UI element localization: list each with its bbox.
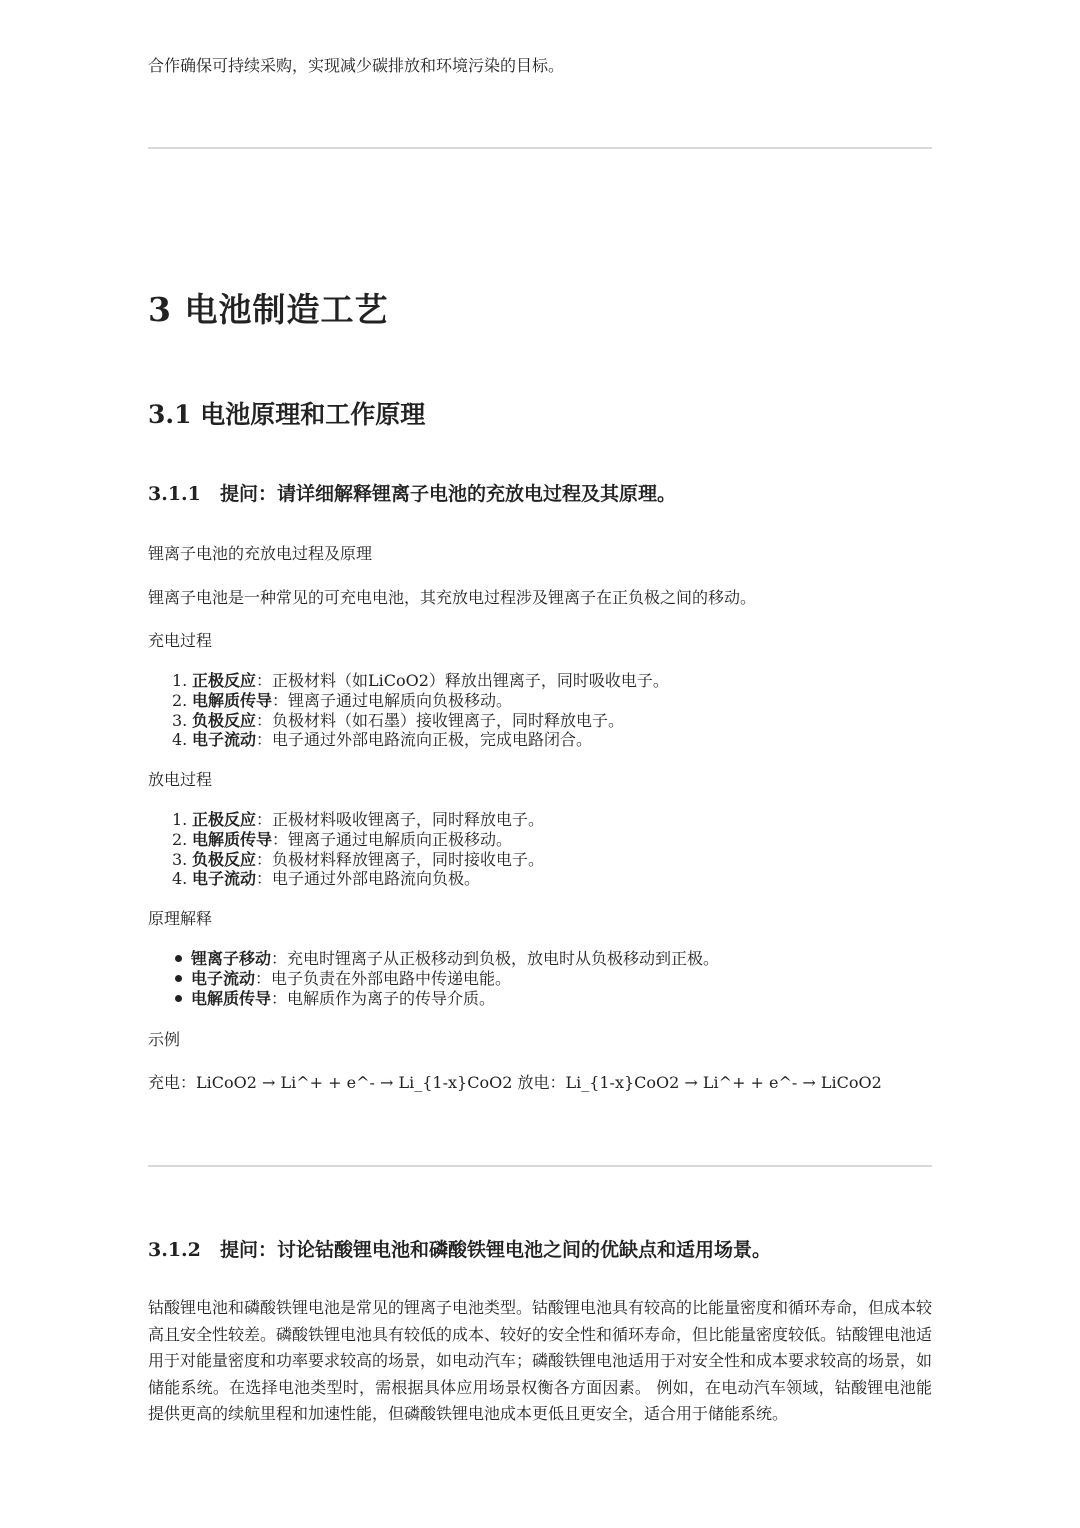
- list-item: 1. 正极反应：正极材料（如LiCoO2）释放出锂离子，同时吸收电子。: [172, 671, 669, 690]
- charge-list: [172, 671, 669, 750]
- chapter-title: 3 电池制造工艺: [148, 290, 389, 329]
- bullet-icon: [175, 955, 182, 962]
- section-title: 3.1 电池原理和工作原理: [148, 400, 426, 429]
- list-item: 电子流动：电子负责在外部电路中传递电能。: [172, 969, 719, 989]
- list-item: 2. 电解质传导：锂离子通过电解质向负极移动。: [172, 690, 513, 710]
- list-item: 4. 电子流动：电子通过外部电路流向负极。: [172, 869, 481, 889]
- list-item: 锂离子移动：充电时锂离子从正极移动到负极，放电时从负极移动到正极。: [172, 949, 719, 969]
- intro-paragraph: 锂离子电池是一种常见的可充电电池，其充放电过程涉及锂离子在正负极之间的移动。: [148, 588, 757, 607]
- list-item: 4. 电子流动：电子通过外部电路流向正极，完成电路闭合。: [172, 730, 593, 750]
- example-formula: 充电：LiCoO2 → Li^+ + e^- → Li_{1-x}CoO2 放电：Li_{1-x}CoO2 → Li^+ + e^- → LiCoO2: [148, 1073, 882, 1092]
- charge-heading: 充电过程: [148, 631, 213, 650]
- discharge-list: [172, 810, 544, 889]
- question-heading-1: [148, 481, 676, 507]
- answer-paragraph: 钴酸锂电池和磷酸铁锂电池是常见的锂离子电池类型。钴酸锂电池具有较高的比能量密度和循环寿命，但成本较高且安全性较差。磷酸铁锂电池具有较低的成本、较好的安全性和循环寿命，但比能量密度较低。钴酸锂电池适用于对能量密度和功率要求较高的场景，如电动汽车；磷酸铁锂电池适用于对安全性和成本要求较高的场景，如储能系统。在选择电池类型时，需根据具体应用场景权衡各方面因素。 例如，在电动汽车领域，钴酸锂电池能提供更高的续航里程和加速性能，但磷酸铁锂电池成本更低且更安全，适合用于储能系统。: [148, 1298, 933, 1423]
- list-item: 电解质传导：电解质作为离子的传导介质。: [172, 989, 719, 1009]
- list-item: 2. 电解质传导：锂离子通过电解质向正极移动。: [172, 829, 513, 849]
- subheading: 锂离子电池的充放电过程及原理: [148, 544, 373, 563]
- list-item: 3. 负极反应：负极材料（如石墨）接收锂离子，同时释放电子。: [172, 710, 625, 730]
- question-number: 3.1.1: [148, 483, 201, 505]
- question-number: 3.1.2: [148, 1239, 201, 1261]
- bullet-icon: [175, 995, 182, 1002]
- question-title: 提问：讨论钴酸锂电池和磷酸铁锂电池之间的优缺点和适用场景。: [220, 1239, 772, 1261]
- example-heading: 示例: [148, 1030, 181, 1049]
- list-item: 1. 正极反应：正极材料吸收锂离子，同时释放电子。: [172, 810, 545, 829]
- discharge-heading: 放电过程: [148, 770, 213, 789]
- intro-tail-text: 合作确保可持续采购，实现减少碳排放和环境污染的目标。: [148, 56, 565, 75]
- divider: [148, 1165, 932, 1167]
- question-title: 提问：请详细解释锂离子电池的充放电过程及其原理。: [220, 483, 677, 505]
- list-item: 3. 负极反应：负极材料释放锂离子，同时接收电子。: [172, 849, 545, 869]
- principle-list: [172, 949, 719, 1008]
- bullet-icon: [175, 975, 182, 982]
- principle-heading: 原理解释: [148, 909, 213, 928]
- question-heading-2: [148, 1237, 771, 1263]
- divider: [148, 147, 932, 149]
